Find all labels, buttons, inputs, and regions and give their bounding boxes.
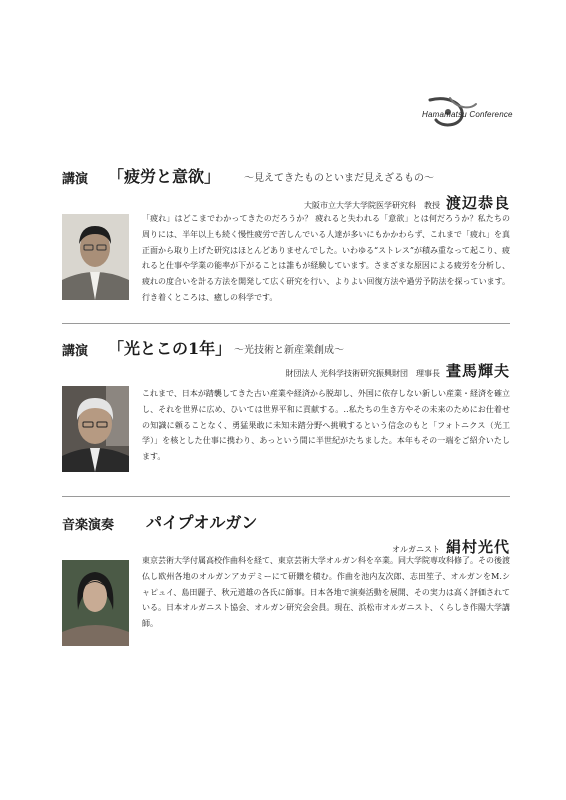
speaker-name: 晝馬輝夫 bbox=[445, 362, 510, 380]
speaker-bio: これまで、日本が踏襲してきた古い産業や経済から脱却し、外国に依存しない新しい産業・経済を確立し、それを世界に広め、ひいては世界平和に貢献する。‥私たちの生き方やその未来のためにお仕着せの知識に頼ることなく、勇猛果敢に未知未踏分野へ挑戦するという信念のもと「フォトニクス（光工学）」を核とした仕事に携わり、あっという間に半世紀がたちました。本年もその一端をご紹介いたします。 bbox=[142, 389, 510, 462]
performer-photo bbox=[62, 560, 129, 646]
speaker-affiliation-line bbox=[304, 192, 510, 213]
section-kind: 講演 bbox=[62, 344, 89, 359]
music-section bbox=[62, 508, 510, 658]
lecture-subtitle: 〜見えてきたものといまだ見えざるもの〜 bbox=[244, 173, 434, 184]
speaker-affiliation: 財団法人 光科学技術研究振興財団 理事長 bbox=[285, 369, 440, 378]
performer-bio: 東京芸術大学付属高校作曲科を経て、東京芸術大学オルガン科を卒業。同大学院専攻科修了。その後渡仏し欧州各地のオルガンアカデミーにて研鑽を積む。作曲を池内友次郎、志田笙子、オルガンをM.シャピュイ、島田麗子、秋元道雄の各氏に師事。日本各地で演奏活動を展開、その実力は高く評価されている。日本オルガニスト協会、オルガン研究会会員。現在、浜松市オルガニスト、くらしき作陽大学講師。 bbox=[142, 556, 510, 629]
lecture-title: 「疲労と意欲」 bbox=[108, 167, 221, 186]
conference-logo bbox=[420, 94, 540, 130]
section-kind: 音楽演奏 bbox=[62, 518, 115, 533]
logo-text: Hamamatsu Conference bbox=[422, 110, 513, 119]
performance-title: パイプオルガン bbox=[146, 513, 258, 532]
speaker-affiliation: 大阪市立大学大学院医学研究科 教授 bbox=[303, 201, 440, 210]
performer-affiliation: オルガニスト bbox=[391, 545, 440, 554]
lecture-section-2 bbox=[62, 334, 510, 484]
section-divider bbox=[62, 323, 510, 324]
lecture-title: 「光とこの1年」 bbox=[108, 339, 232, 358]
speaker-bio: 「疲れ」はどこまでわかってきたのだろうか？ 疲れると失われる「意欲」とは何だろうか？私たちの周りには、半年以上も続く慢性疲労で苦しんでいる人達が多いにもかかわらず、これまで「疲れ」を真正面から取り上げた研究はほとんどありませんでした。いわゆる“ストレス”が積み重なって起こり、疲れると仕事や学業の能率が下がることは誰もが経験しています。さまざまな原因による疲労を分析し、疲れの度合いを計る方法を開発して広く研究を行い、よりよい回復方法や過労予防法を探っています。行き着くところは、癒しの科学です。 bbox=[142, 214, 510, 302]
speaker-name: 渡辺恭良 bbox=[445, 194, 510, 212]
speaker-photo bbox=[62, 214, 129, 300]
section-divider bbox=[62, 496, 510, 497]
lecture-subtitle: 〜光技術と新産業創成〜 bbox=[234, 345, 344, 356]
speaker-photo bbox=[62, 386, 129, 472]
lecture-section-1 bbox=[62, 162, 510, 312]
section-kind: 講演 bbox=[62, 172, 89, 187]
speaker-affiliation-line bbox=[285, 360, 510, 381]
performer-name: 絹村光代 bbox=[445, 538, 510, 556]
